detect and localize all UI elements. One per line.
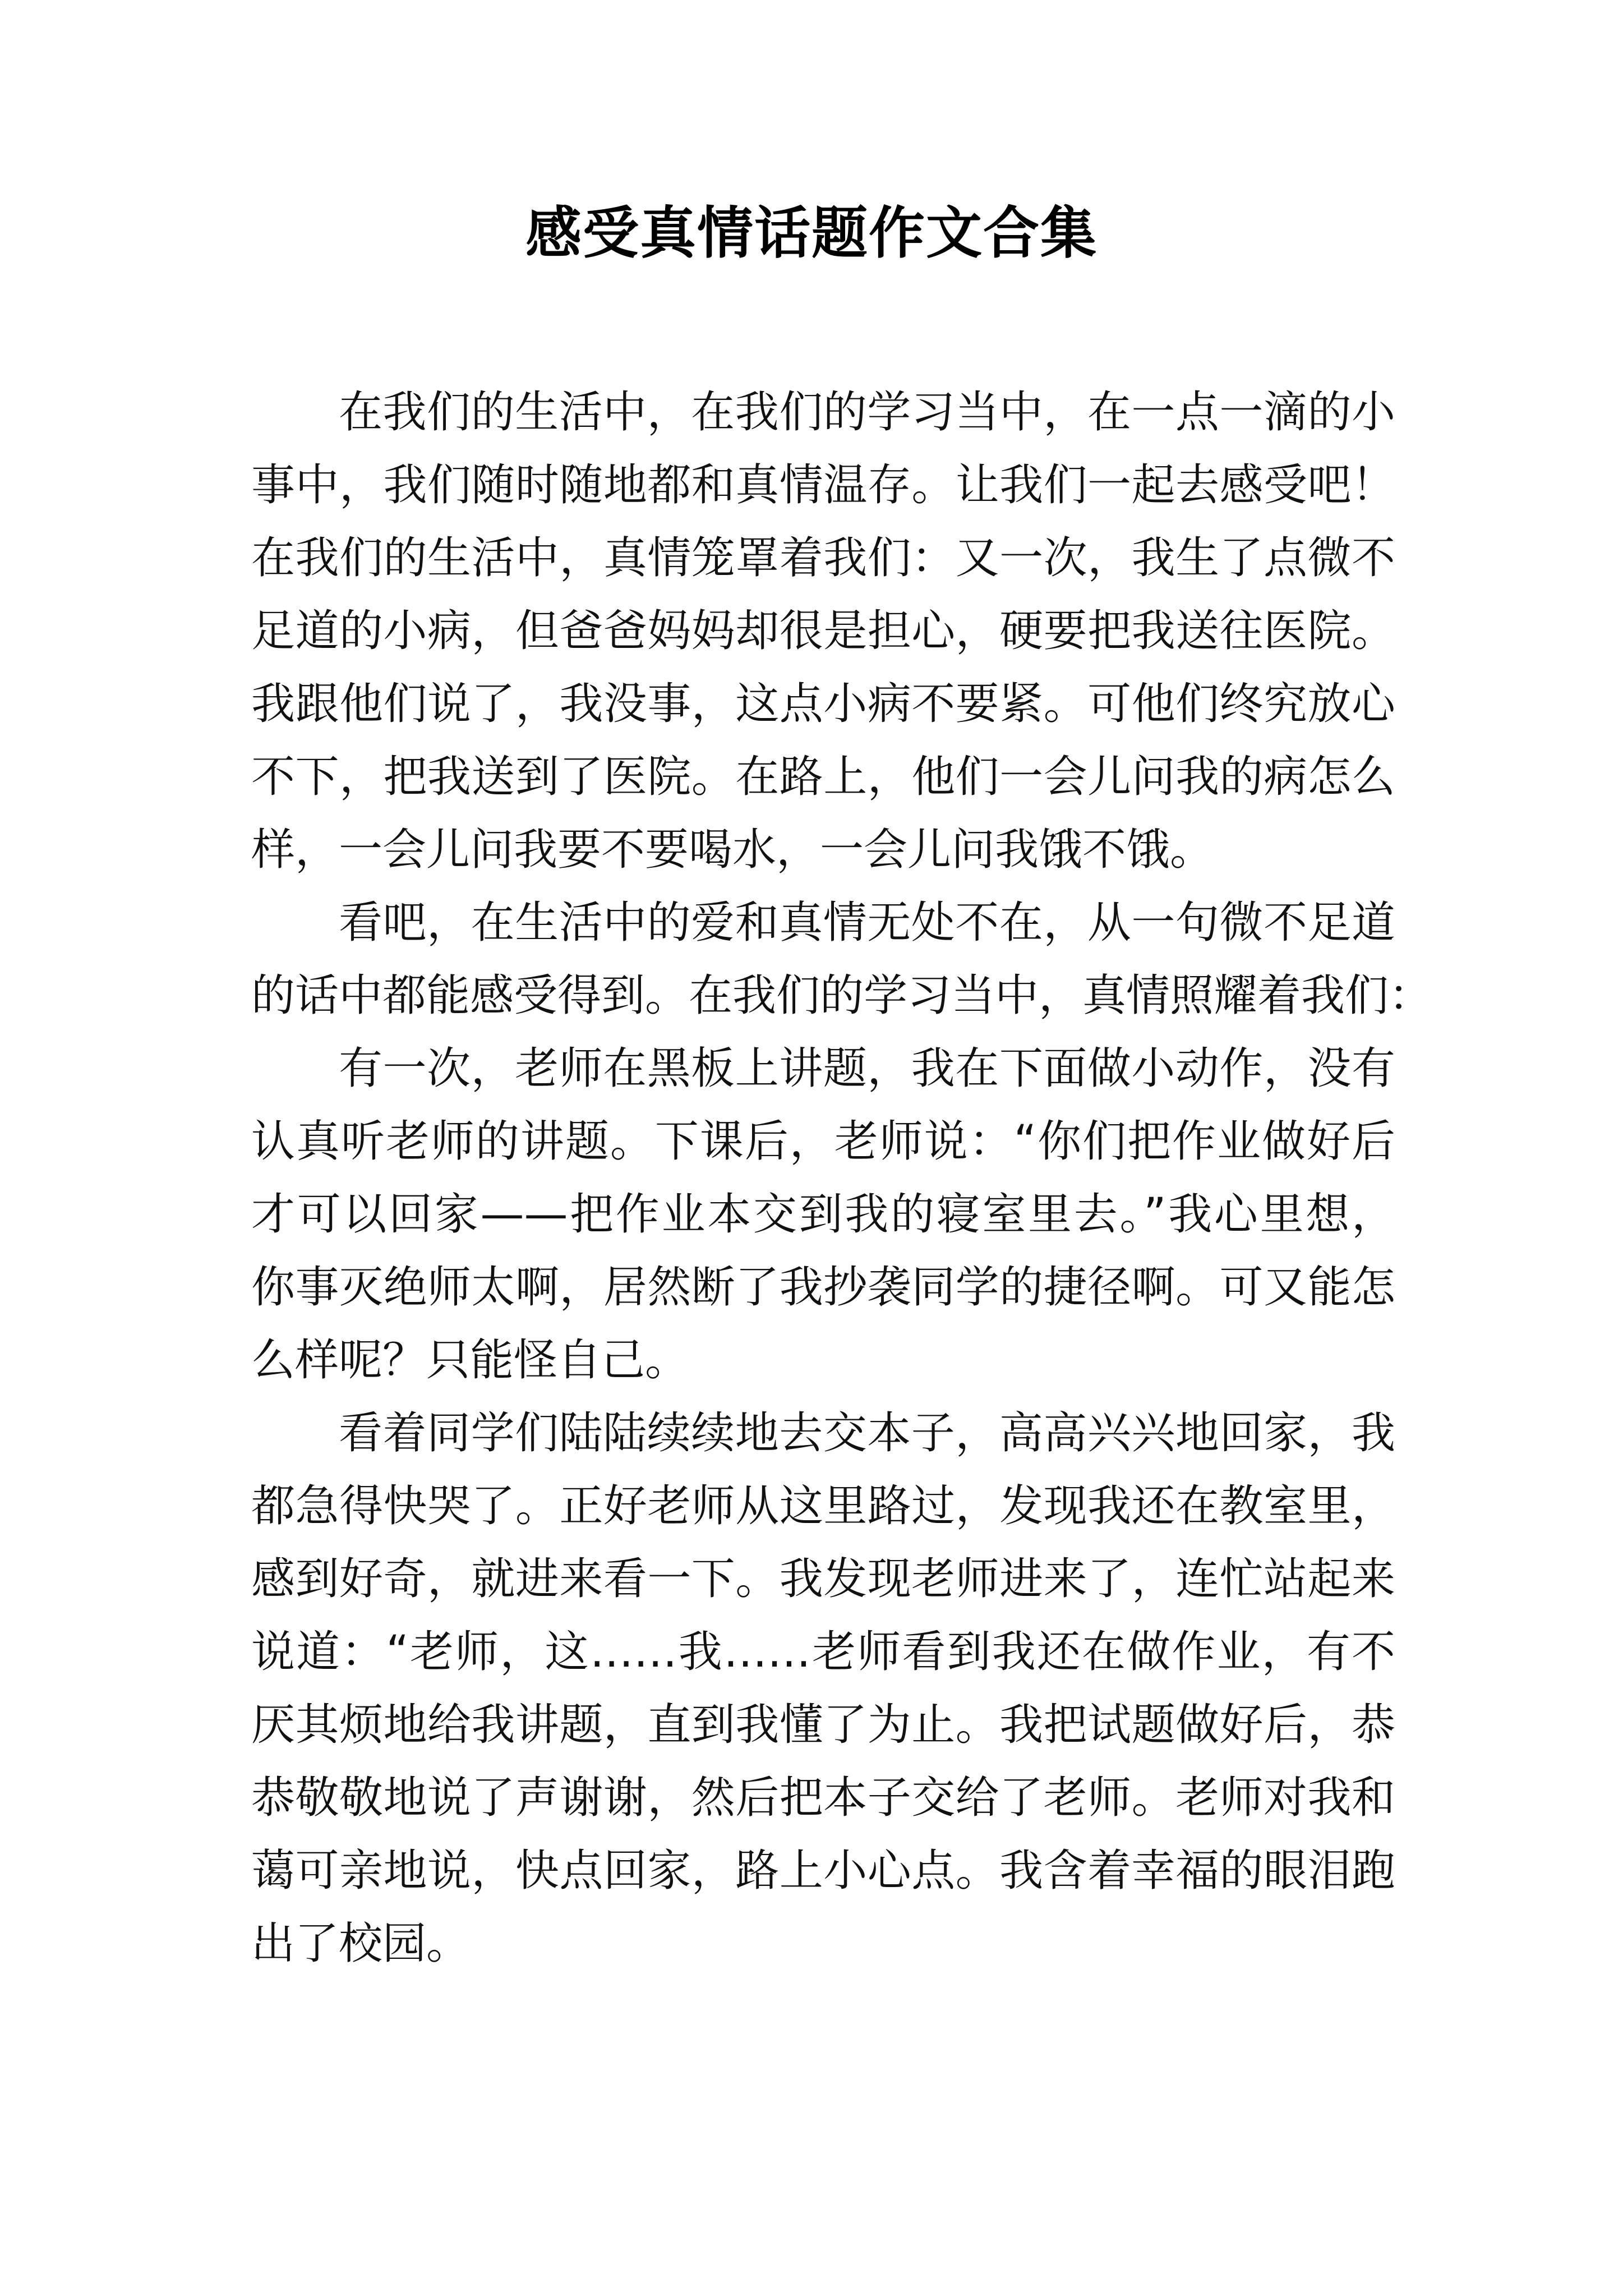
paragraph-line: 事中，我们随时随地都和真情温存。让我们一起去感受吧！ — [251, 460, 1395, 510]
paragraph-line: 在我们的生活中，真情笼罩着我们：又一次，我生了点微不 — [251, 533, 1395, 583]
paragraph-line: 认真听老师的讲题。下课后，老师说：“你们把作业做好后 — [251, 1116, 1395, 1167]
paragraph-line: 看吧，在生活中的爱和真情无处不在，从一句微不足道 — [339, 898, 1395, 948]
paragraph-line: 我跟他们说了，我没事，这点小病不要紧。可他们终究放心 — [251, 679, 1395, 729]
document-title: 感受真情话题作文合集 — [525, 200, 1098, 266]
paragraph-line: 在我们的生活中，在我们的学习当中，在一点一滴的小 — [339, 387, 1395, 438]
paragraph-line: 恭敬敬地说了声谢谢，然后把本子交给了老师。老师对我和 — [251, 1773, 1395, 1823]
paragraph-line: 的话中都能感受得到。在我们的学习当中，真情照耀着我们： — [251, 970, 1433, 1021]
paragraph-line: 才可以回家——把作业本交到我的寝室里去。”我心里想， — [251, 1189, 1395, 1240]
document-body — [251, 376, 1433, 1980]
paragraph-line: 蔼可亲地说，快点回家，路上小心点。我含着幸福的眼泪跑 — [251, 1846, 1395, 1896]
paragraph-line: 说道：“老师，这……我……老师看到我还在做作业，有不 — [251, 1627, 1395, 1677]
paragraph-line: 厌其烦地给我讲题，直到我懂了为止。我把试题做好后，恭 — [251, 1700, 1395, 1750]
paragraph-line: 足道的小病，但爸爸妈妈却很是担心，硬要把我送往医院。 — [251, 606, 1395, 656]
paragraph-line: 你事灭绝师太啊，居然断了我抄袭同学的捷径啊。可又能怎 — [251, 1262, 1395, 1313]
paragraph-line: 么样呢？只能怪自己。 — [251, 1335, 689, 1386]
paragraph-line: 有一次，老师在黑板上讲题，我在下面做小动作，没有 — [339, 1043, 1395, 1094]
paragraph-line: 不下，把我送到了医院。在路上，他们一会儿问我的病怎么 — [251, 752, 1395, 802]
paragraph-line: 出了校园。 — [251, 1918, 471, 1969]
paragraph-line: 看着同学们陆陆续续地去交本子，高高兴兴地回家，我 — [339, 1408, 1395, 1458]
paragraph-line: 样，一会儿问我要不要喝水，一会儿问我饿不饿。 — [251, 825, 1214, 875]
paragraph-line: 都急得快哭了。正好老师从这里路过，发现我还在教室里， — [251, 1481, 1395, 1531]
paragraph-line: 感到好奇，就进来看一下。我发现老师进来了，连忙站起来 — [251, 1554, 1395, 1604]
